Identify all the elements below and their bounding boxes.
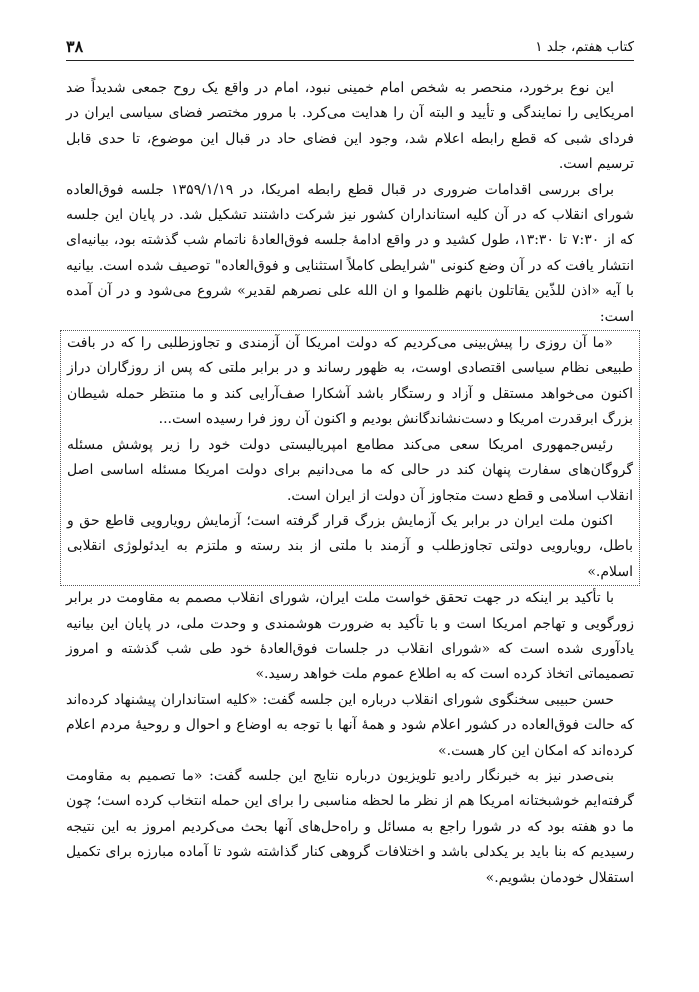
header-title: کتاب هفتم، جلد ۱: [535, 39, 634, 55]
quote-paragraph: «ما آن روزی را پیش‌بینی می‌کردیم که دولت امریکا آن آزمندی و تجاوزطلبی را که در بافت طبیعی نظام سیاسی اقتصادی اوست، به ظهور رساند و در برابر ملتی که پس از روزگاران دراز اکنون می‌خواهد مستقل و آزاد و رستگار باشد آشکارا صف‌آرایی کند و ما منتظر حمله شیطان بزرگ ابرقدرت امریکا و دست‌نشاندگانش بودیم و اکنون آن روز فرا رسیده است...: [67, 335, 633, 428]
paragraph: بنی‌صدر نیز به خبرنگار رادیو تلویزیون درباره نتایج این جلسه گفت: «ما تصمیم به مقاومت گرفته‌ایم خوشبختانه امریکا هم از نظر ما لحظه مناسبی را برای این حمله انتخاب کرده است؛ چون ما دو هفته بود که در شورا راجع به مسائل و راه‌حل‌های آنها بحث می‌کردیم امروز به این نتیجه رسیدیم که بنا باید بر یکدلی باشد و اختلافات گروهی کنار گذاشته شود تا آماده مبارزه برای تکمیل استقلال خودمان بشویم.»: [66, 767, 634, 886]
book-page: [66, 38, 634, 968]
body-text: [66, 76, 634, 891]
quote-paragraph: رئیس‌جمهوری امریکا سعی می‌کند مطامع امپریالیستی دولت خود را زیر پوشش مسئله گروگان‌های سفارت پنهان کند در حالی که ما می‌دانیم برای دولت امریکا مسئله اساسی اصل انقلاب اسلامی و قطع دست متجاوز آن دولت از ایران است.: [67, 436, 633, 504]
running-header: [66, 38, 634, 61]
quote-paragraph: اکنون ملت ایران در برابر یک آزمایش بزرگ قرار گرفته است؛ آزمایش رویارویی قاطع حق و باطل، رویارویی دولتی تجاوزطلب و آزمند با ملتی از بند رسته و ملتزم به ایدئولوژی انقلابی اسلام.»: [67, 512, 633, 580]
page-number: ۳۸: [66, 37, 84, 56]
paragraph: با تأکید بر اینکه در جهت تحقق خواست ملت ایران، شورای انقلاب مصمم به مقاومت در برابر زورگویی و تهاجم امریکا است و با تأکید به ضرورت هوشمندی و وحدت ملی، در پایان این بیانیه یادآوری شده است که «شورای انقلاب در جلسات فوق‌العادهٔ خود طی شب گذشته و امروز تصمیماتی اتخاذ کرده است که به اطلاع عموم ملت خواهد رسید.»: [66, 590, 634, 683]
paragraph: این نوع برخورد، منحصر به شخص امام خمینی نبود، امام در واقع یک روح جمعی شدیداً ضد امریکایی را نمایندگی و تأیید و البته آن را هدایت می‌کرد. با مرور مختصر فضای سیاسی ایران در فردای شبی که قطع رابطه اعلام شد، وجود این فضای حاد در قبال این موضوع، تا حدی قابل ترسیم است.: [66, 80, 634, 173]
paragraph: برای بررسی اقدامات ضروری در قبال قطع رابطه امریکا، در ۱۳۵۹/۱/۱۹ جلسه فوق‌العاده شورای انقلاب که در آن کلیه استانداران کشور نیز شرکت داشتند تشکیل شد. در پایان این جلسه که از ۷:۳۰ تا ۱۳:۳۰، طول کشید و در واقع ادامهٔ جلسه فوق‌العادهٔ ناتمام شب گذشته بود، بیانیه‌ای انتشار یافت که در آن وضع کنونی "شرایطی کاملاً استثنایی و فوق‌العاده" توصیف شده است. بیانیه با آیه «اذن للذّین یقاتلون بانهم ظلموا و ان الله علی نصرهم لقدیر» شروع می‌شود و در آن آمده است:: [66, 181, 634, 325]
quoted-statement: [60, 330, 640, 586]
paragraph: حسن حبیبی سخنگوی شورای انقلاب درباره این جلسه گفت: «کلیه استانداران پیشنهاد کرده‌اند که حالت فوق‌العاده در کشور اعلام شود و همهٔ آنها با توجه به اوضاع و احوال و روحیهٔ مردم اعلام کرده‌اند که امکان این کار هست.»: [66, 691, 634, 759]
